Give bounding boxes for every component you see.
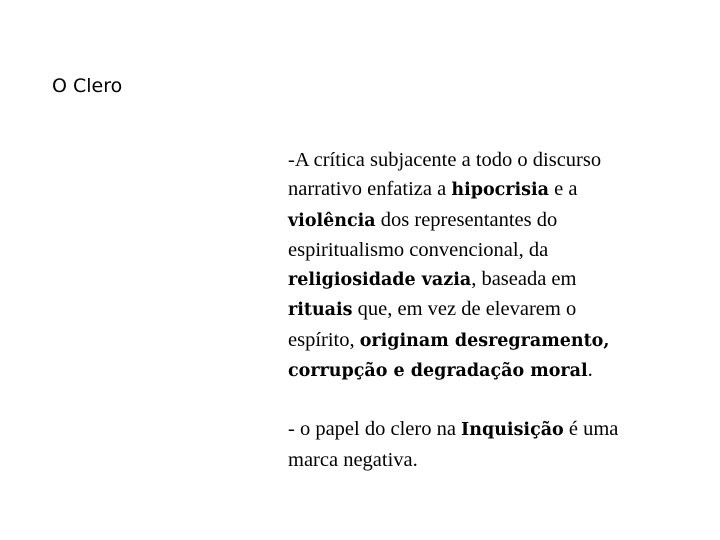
text-line <box>288 146 698 175</box>
bold-term-religiosidade: religiosidade vazia <box>288 270 472 291</box>
text-line <box>288 265 698 295</box>
paragraph-critica <box>288 146 698 386</box>
bold-term-originam: originam desregramento, <box>359 330 610 351</box>
text-line <box>288 236 698 265</box>
text-run: é uma <box>563 418 619 441</box>
slide-content <box>288 146 698 475</box>
slide-title: O Clero <box>52 75 123 97</box>
text-run: e a <box>549 178 578 201</box>
bold-term-hipocrisia: hipocrisia <box>451 180 549 201</box>
text-run: . <box>587 359 593 382</box>
text-run: dos representantes do <box>375 208 558 231</box>
text-run: espiritualismo convencional, da <box>288 238 549 261</box>
bold-term-inquisicao: Inquisição <box>461 420 564 441</box>
text-run: narrativo enfatiza a <box>288 178 452 201</box>
paragraph-inquisicao <box>288 415 698 475</box>
text-line <box>288 295 698 325</box>
bold-term-rituais: rituais <box>288 300 353 321</box>
text-line <box>288 446 698 475</box>
text-line <box>288 326 698 356</box>
text-line <box>288 415 698 445</box>
text-run: marca negativa. <box>288 448 418 471</box>
text-run: , baseada em <box>471 268 577 291</box>
text-run: - o papel do clero na <box>288 418 462 441</box>
bold-term-violencia: violência <box>288 210 376 231</box>
text-run: que, em vez de elevarem o <box>352 298 577 321</box>
text-line <box>288 206 698 236</box>
bold-term-corrupcao: corrupção e degradação moral <box>288 361 588 382</box>
text-run: espírito, <box>288 328 360 351</box>
text-run: -A crítica subjacente a todo o discurso <box>288 149 602 171</box>
text-line <box>288 356 698 386</box>
text-line <box>288 175 698 205</box>
